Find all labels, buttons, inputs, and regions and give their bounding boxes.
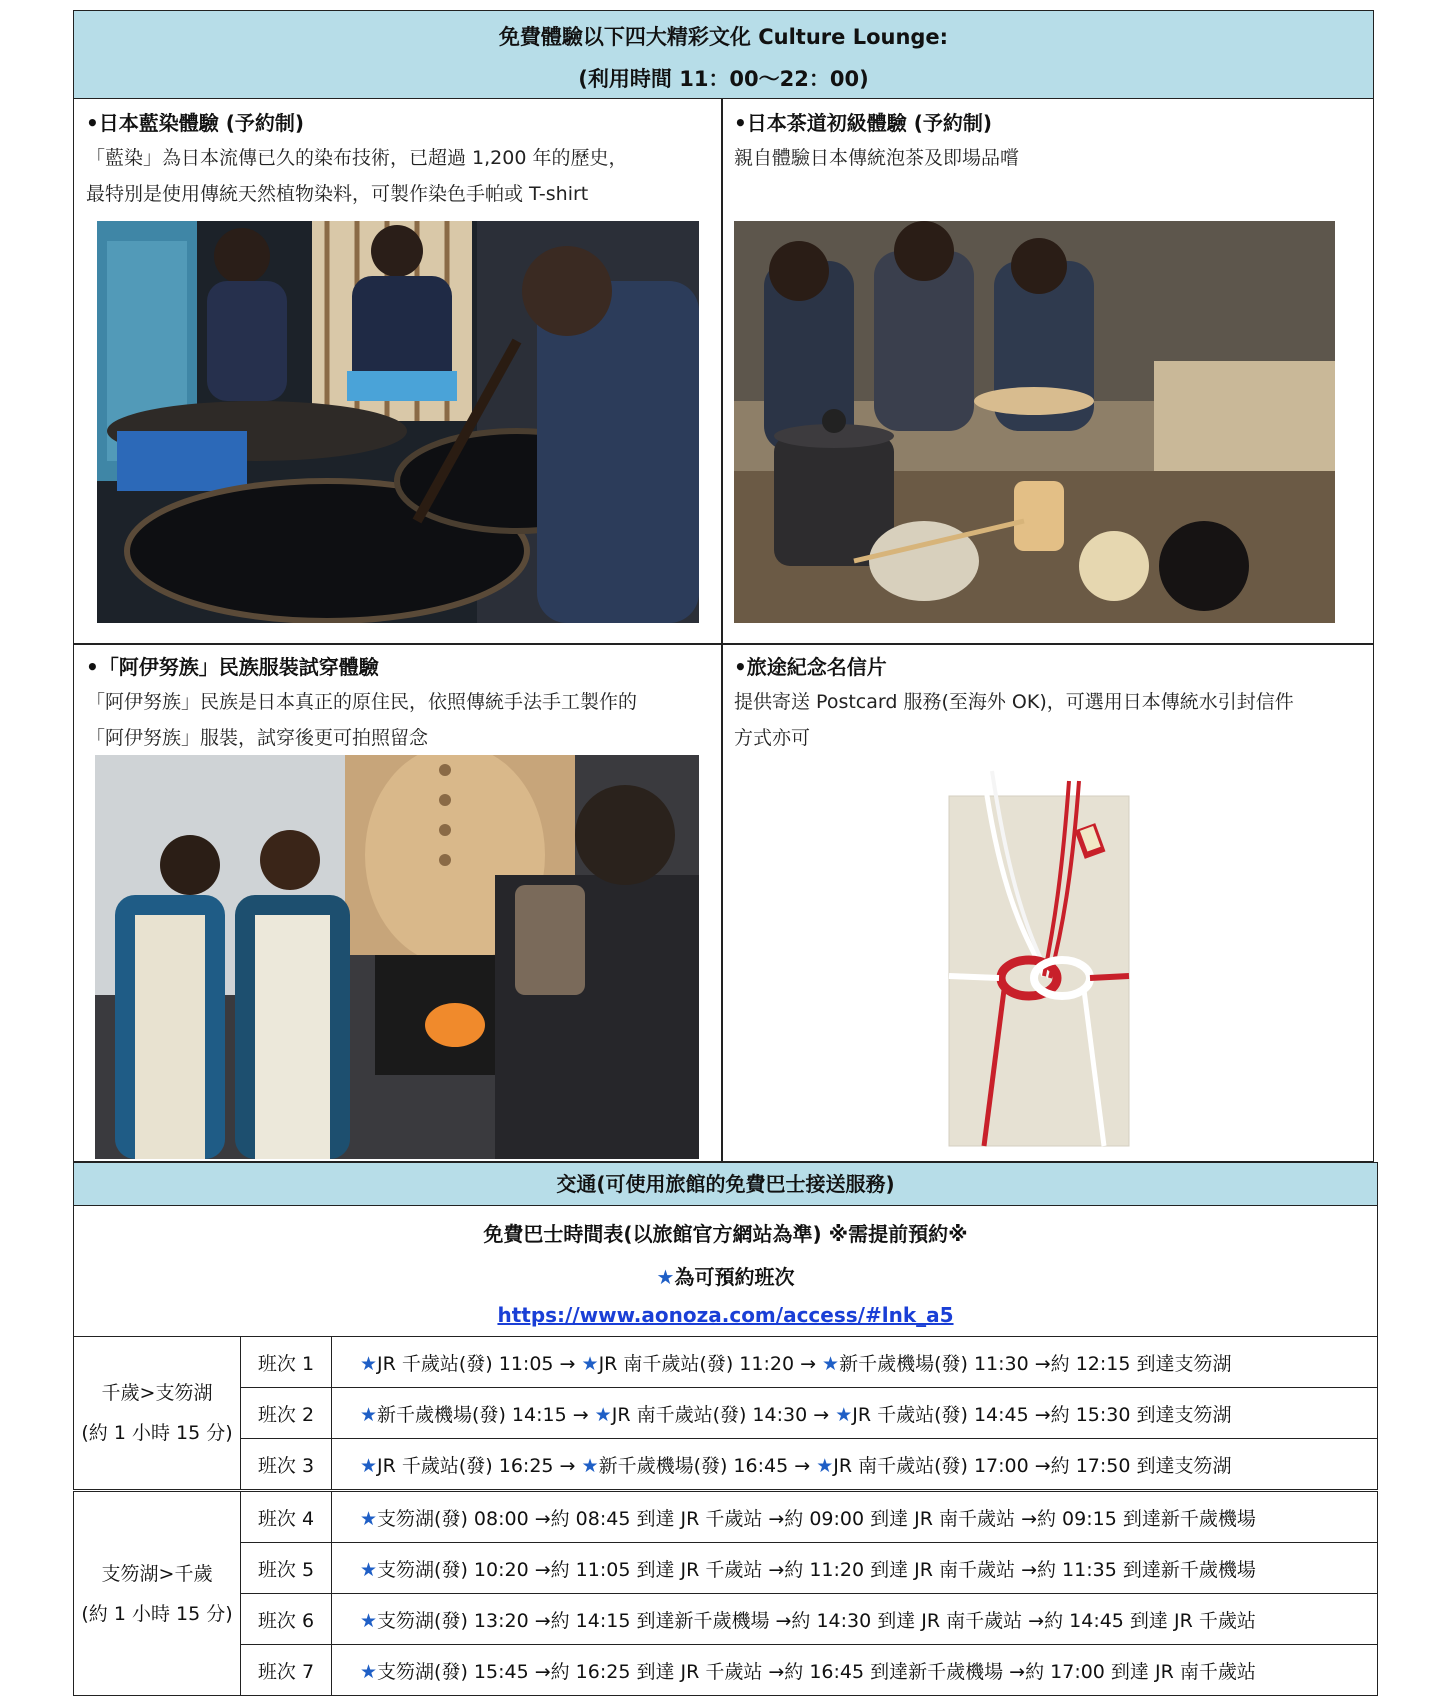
trip-detail: ★新千歲機場(發) 14:15 → ★JR 南千歲站(發) 14:30 → ★JR 千歲站(發) 14:45 →約 15:30 到達支笏湖: [332, 1388, 1378, 1439]
cell-title: •日本茶道初級體驗 (予約制): [734, 111, 993, 135]
divider-horizontal: [74, 643, 1373, 645]
trip-label: 班次 1: [241, 1337, 332, 1388]
star-icon: ★: [360, 1454, 378, 1477]
star-icon: ★: [816, 1454, 834, 1477]
star-note: [74, 1261, 1377, 1290]
trip-detail: ★JR 千歲站(發) 11:05 → ★JR 南千歲站(發) 11:20 → ★新千歲機場(發) 11:30 →約 12:15 到達支笏湖: [332, 1337, 1378, 1388]
tea-ceremony-photo: [734, 221, 1335, 623]
schedule-row: [74, 1337, 1378, 1388]
trip-label: 班次 4: [241, 1491, 332, 1543]
star-icon: ★: [594, 1403, 612, 1426]
cell-indigo-dye: [86, 107, 716, 212]
cell-title: •日本藍染體驗 (予約制): [86, 111, 305, 135]
trip-detail: ★JR 千歲站(發) 16:25 → ★新千歲機場(發) 16:45 → ★JR 南千歲站(發) 17:00 →約 17:50 到達支笏湖: [332, 1439, 1378, 1491]
cell-desc-1: 「藍染」為日本流傳已久的染布技術，已超過 1,200 年的歷史，: [86, 147, 628, 169]
cell-desc-2: 「阿伊努族」服裝，試穿後更可拍照留念: [86, 727, 429, 749]
star-icon: ★: [656, 1265, 675, 1289]
cell-tea-ceremony: [734, 107, 1364, 176]
cell-desc-1: 提供寄送 Postcard 服務(至海外 OK)，可選用日本傳統水引封信件: [734, 691, 1294, 713]
trip-detail: ★支笏湖(發) 13:20 →約 14:15 到達新千歲機場 →約 14:30 到達 JR 南千歲站 →約 14:45 到達 JR 千歲站: [332, 1594, 1378, 1645]
schedule-row: [74, 1491, 1378, 1543]
route-cell: [74, 1491, 241, 1696]
cell-desc-1: 親自體驗日本傳統泡茶及即場品嚐: [734, 147, 1020, 169]
ainu-costume-photo: [95, 755, 699, 1159]
trip-detail: ★支笏湖(發) 08:00 →約 08:45 到達 JR 千歲站 →約 09:00 到達 JR 南千歲站 →約 09:15 到達新千歲機場: [332, 1491, 1378, 1543]
schedule-row: [74, 1594, 1378, 1645]
schedule-row: [74, 1543, 1378, 1594]
mizuhiki-envelope-image: [944, 766, 1134, 1158]
star-icon: ★: [360, 1403, 378, 1426]
transport-title: 交通(可使用旅館的免費巴士接送服務): [73, 1162, 1378, 1206]
cell-desc-2: 方式亦可: [734, 727, 811, 749]
star-icon: ★: [835, 1403, 853, 1426]
schedule-row: [74, 1439, 1378, 1491]
schedule-row: [74, 1388, 1378, 1439]
trip-label: 班次 2: [241, 1388, 332, 1439]
star-icon: ★: [360, 1609, 378, 1632]
schedule-title: 免費巴士時間表(以旅館官方網站為準) ※需提前預約※: [483, 1222, 968, 1246]
star-icon: ★: [581, 1352, 599, 1375]
transport-section: [73, 1162, 1378, 1694]
indigo-dye-photo: [97, 221, 699, 623]
route-cell: [74, 1337, 241, 1491]
star-note-text: 為可預約班次: [674, 1265, 795, 1289]
star-icon: ★: [581, 1454, 599, 1477]
schedule-row: [74, 1645, 1378, 1696]
route-name: 支笏湖>千歲: [101, 1562, 213, 1585]
cell-title: •「阿伊努族」民族服裝試穿體驗: [86, 655, 379, 679]
trip-detail: ★支笏湖(發) 15:45 →約 16:25 到達 JR 千歲站 →約 16:45 到達新千歲機場 →約 17:00 到達 JR 南千歲站: [332, 1645, 1378, 1696]
cell-desc-2: 最特別是使用傳統天然植物染料，可製作染色手帕或 T-shirt: [86, 183, 589, 205]
cell-postcard: [734, 651, 1364, 756]
cell-ainu-costume: [86, 651, 716, 756]
route-name: 千歲>支笏湖: [101, 1382, 213, 1404]
star-icon: ★: [360, 1507, 378, 1530]
route-duration: (約 1 小時 15 分): [81, 1602, 233, 1625]
star-icon: ★: [360, 1660, 378, 1683]
star-icon: ★: [360, 1558, 378, 1581]
schedule-link[interactable]: https://www.aonoza.com/access/#lnk_a5: [497, 1303, 954, 1327]
culture-title: 免費體驗以下四大精彩文化 Culture Lounge:: [498, 25, 949, 49]
star-icon: ★: [822, 1352, 840, 1375]
cell-title: •旅途紀念名信片: [734, 655, 887, 679]
culture-header: [74, 11, 1373, 99]
culture-hours: (利用時間 11：00～22：00): [578, 67, 869, 91]
route-duration: (約 1 小時 15 分): [81, 1422, 233, 1444]
transport-info: [73, 1206, 1378, 1336]
trip-label: 班次 5: [241, 1543, 332, 1594]
bus-schedule-table: [73, 1336, 1378, 1696]
culture-lounge-table: [73, 10, 1374, 1162]
star-icon: ★: [360, 1352, 378, 1375]
trip-detail: ★支笏湖(發) 10:20 →約 11:05 到達 JR 千歲站 →約 11:20 到達 JR 南千歲站 →約 11:35 到達新千歲機場: [332, 1543, 1378, 1594]
trip-label: 班次 7: [241, 1645, 332, 1696]
cell-desc-1: 「阿伊努族」民族是日本真正的原住民，依照傳統手法手工製作的: [86, 691, 638, 713]
divider-vertical: [721, 99, 723, 1162]
trip-label: 班次 6: [241, 1594, 332, 1645]
trip-label: 班次 3: [241, 1439, 332, 1491]
